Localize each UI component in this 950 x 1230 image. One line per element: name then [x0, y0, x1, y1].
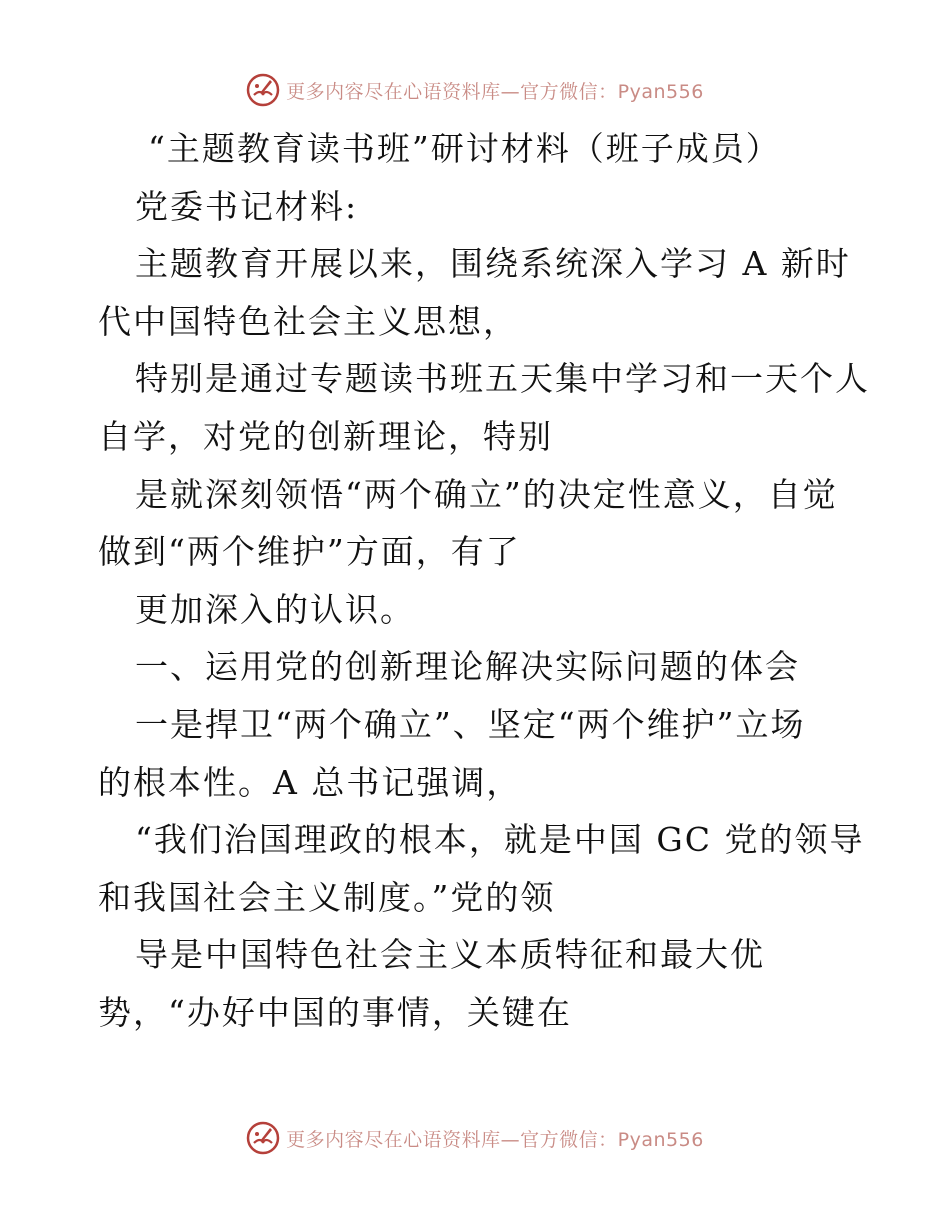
paragraph-line: 做到“两个维护”方面，有了	[98, 532, 521, 572]
section-label: 党委书记材料:	[135, 186, 359, 226]
book-quill-logo-icon	[246, 1121, 280, 1155]
watermark-text: 更多内容尽在心语资料库—官方微信：Pyan556	[286, 80, 704, 103]
paragraph-line: 一是捍卫“两个确立”、坚定“两个维护”立场	[135, 704, 806, 744]
header-watermark	[0, 70, 950, 110]
paragraph-line: 自学，对党的创新理论，特别	[98, 416, 553, 456]
paragraph-line: 特别是通过专题读书班五天集中学习和一天个人	[135, 359, 870, 399]
book-quill-logo-icon	[246, 73, 280, 107]
footer-watermark	[0, 1118, 950, 1158]
paragraph-line: 代中国特色社会主义思想，	[98, 301, 518, 341]
paragraph-line: 主题教育开展以来，围绕系统深入学习 A 新时	[135, 244, 851, 284]
paragraph-line: 势，“办好中国的事情，关键在	[98, 992, 572, 1032]
section-heading: 一、运用党的创新理论解决实际问题的体会	[135, 647, 800, 687]
paragraph-line: 和我国社会主义制度。”党的领	[98, 877, 556, 917]
paragraph-line: 的根本性。A 总书记强调，	[98, 762, 522, 802]
watermark-text: 更多内容尽在心语资料库—官方微信：Pyan556	[286, 1128, 704, 1151]
paragraph-line: “我们治国理政的根本，就是中国 GC 党的领导	[135, 820, 865, 860]
document-title: “主题教育读书班”研讨材料（班子成员）	[148, 129, 781, 168]
paragraph-line: 更加深入的认识。	[135, 589, 415, 629]
document-body	[98, 120, 870, 1042]
paragraph-line: 是就深刻领悟“两个确立”的决定性意义，自觉	[135, 474, 838, 514]
paragraph-line: 导是中国特色社会主义本质特征和最大优	[135, 935, 765, 975]
